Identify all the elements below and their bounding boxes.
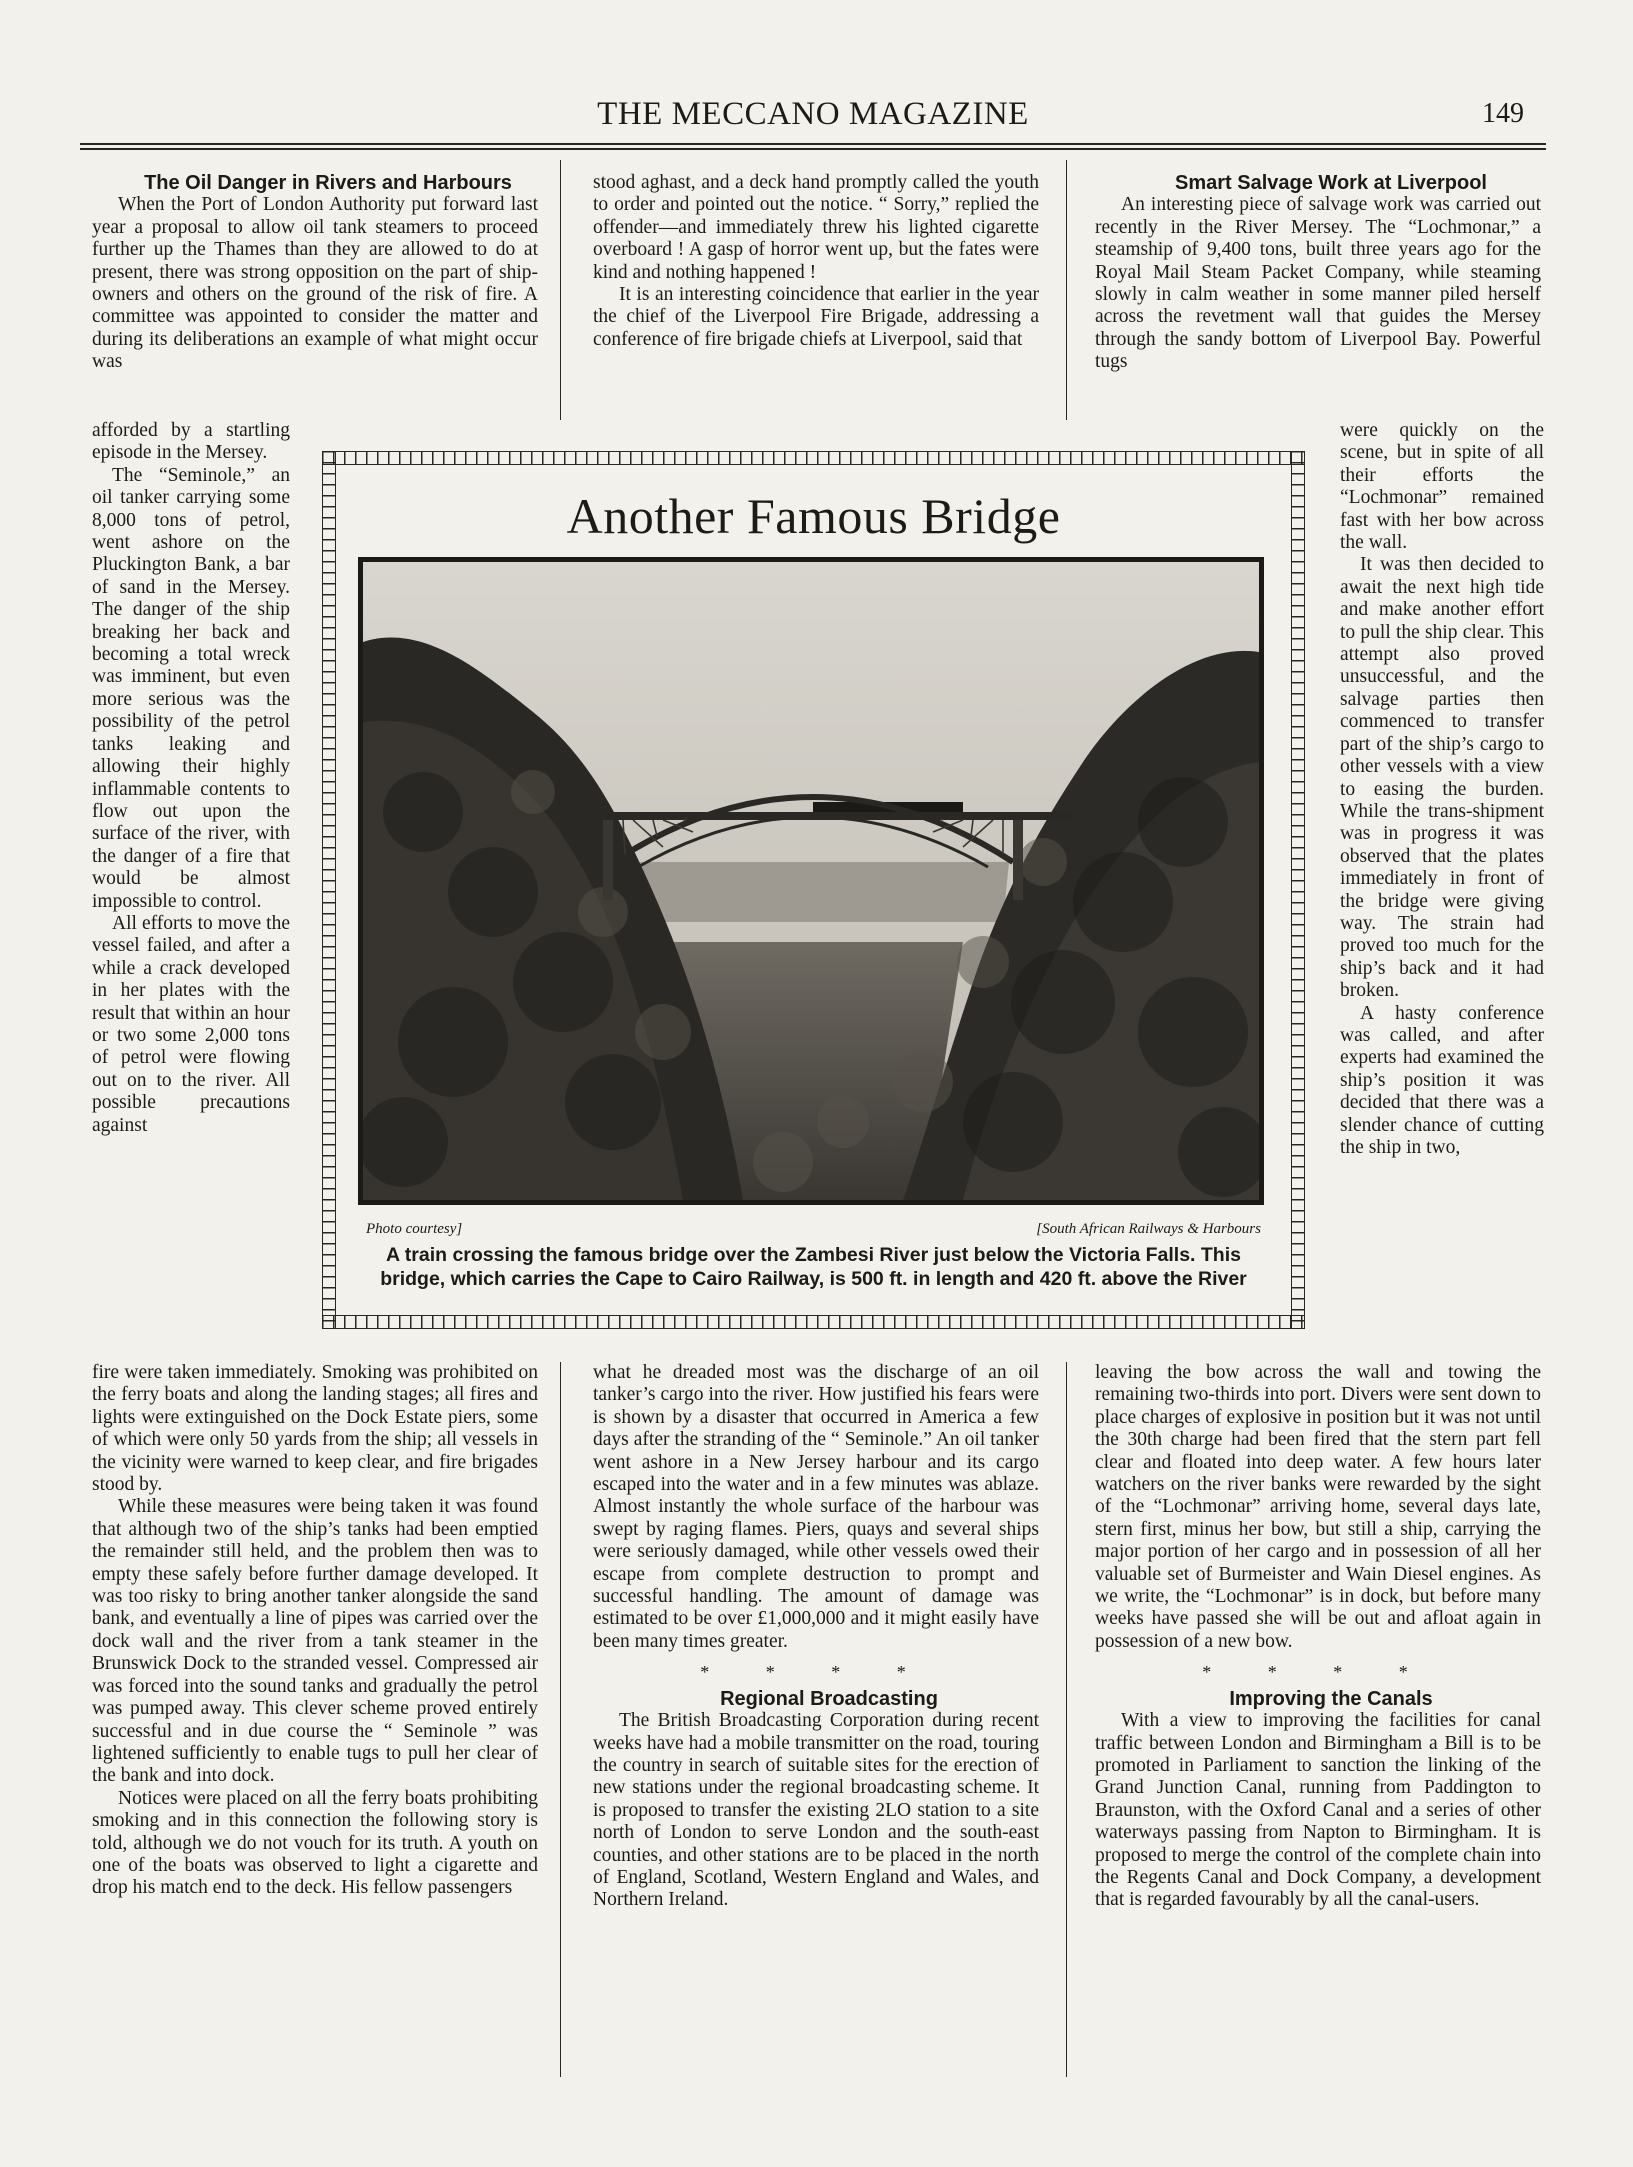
article-heading-oil-danger: The Oil Danger in Rivers and Harbours — [144, 172, 512, 194]
salvage-paragraph-3: A hasty conference was called, and after experts had examined the ship’s position it was decided that there was a slender chance of cutting the ship in two, — [1340, 1002, 1544, 1158]
oil-danger-paragraph-5: While these measures were being taken it was found that although two of the ship’s tanks had been emptied the remainder still held, and the problem then was to empty these safely before further damage developed. It was too risky to bring another tanker alongside the sand bank, and eventually a line of pipes was carried over the dock wall and the river from a tank steamer in the Brunswick Dock to the stranded vessel. Compressed air was forced into the sound tanks and gradually the petrol was pumped away. This clever scheme proved entirely successful and in due course the “ Seminole ” was lightened sufficiently to enable tugs to pull her clear of the bank and into dock. — [92, 1496, 538, 1787]
page-number: 149 — [1482, 98, 1524, 129]
photo-caption: A train crossing the famous bridge over the Zambesi River just below the Victoria Falls. This bridge, which carries the Cape to Cairo Railway, is 500 ft. in length and 420 ft. above the River — [380, 1244, 1247, 1290]
column-3-top — [1095, 172, 1541, 374]
column-divider-1-bottom — [560, 1362, 561, 2077]
photo-credit-left: Photo courtesy] — [366, 1221, 463, 1237]
column-1-narrow-flow — [92, 420, 290, 1137]
oil-danger-paragraph-8: It is an interesting coincidence that earlier in the year the chief of the Liverpool Fire Brigade, addressing a conference of fire brigade chiefs at Liverpool, said that — [593, 284, 1039, 350]
decorative-border-right — [1291, 451, 1305, 1329]
decorative-border-top — [322, 451, 1305, 465]
decorative-border-left — [322, 451, 336, 1329]
magazine-title: THE MECCANO MAGAZINE — [597, 96, 1029, 132]
masthead-rule-top — [80, 143, 1546, 145]
oil-danger-paragraph-4: fire were taken immediately. Smoking was prohibited on the ferry boats and along the landing stages; all fires and lights were extinguished on the Dock Estate piers, some of which were only 50 yards from the ship; all vessels in the vicinity were warned to keep clear, and fire brigades stood by. — [92, 1362, 538, 1496]
decorative-border-bottom — [322, 1315, 1305, 1329]
column-1-bottom — [92, 1362, 538, 1900]
masthead — [80, 96, 1546, 140]
article-heading-regional-broadcasting: Regional Broadcasting — [720, 1687, 938, 1710]
column-divider-2-top — [1066, 160, 1067, 420]
column-2-top — [593, 172, 1039, 351]
section-separator: * * * * — [1202, 1662, 1434, 1683]
bridge-photo — [358, 557, 1264, 1205]
salvage-paragraph-4: leaving the bow across the wall and towing the remaining two-thirds into port. Divers were sent down to place charges of explosive in position but it was not until the 30th charge had been fired that the stern part fell clear and floated into deep water. A few hours later watchers on the river banks were rewarded by the sight of the “Lochmonar” arriving home, several days late, stern first, minus her bow, but still a ship, carrying the major portion of her cargo and in possession of all her valuable set of Burmeister and Wain Diesel engines. As we write, the “Lochmonar” is in dock, but before many weeks have passed she will be out and afloat again in possession of a new bow. — [1095, 1362, 1541, 1652]
oil-danger-paragraph-2: The “Seminole,” an oil tanker carrying some 8,000 tons of petrol, went ashore on the Pluckington Bank, a bar of sand in the Mersey. The danger of the ship breaking her back and becoming a total wreck was imminent, but even more serious was the possibility of the petrol tanks leaking and allowing their highly inflammable contents to flow out upon the surface of the river, with the danger of a fire that would be almost impossible to control. — [92, 464, 290, 912]
feature-box-bridge — [322, 451, 1305, 1329]
oil-danger-paragraph-3: All efforts to move the vessel failed, and after a while a crack developed in her plates with the result that within an hour or two some 2,000 tons of petrol were flowing out on to the river. All possible precautions against — [92, 912, 290, 1136]
column-divider-1-top — [560, 160, 561, 420]
canals-paragraph: With a view to improving the facilities for canal traffic between London and Birmingham a Bill is to be promoted in Parliament to sanction the linking of the Grand Junction Canal, running from Paddington to Braunston, with the Oxford Canal and a series of other waterways passing from Napton to Birmingham. It is proposed to merge the control of the complete chain into the Regents Canal and Dock Company, a development that is regarded favourably by all the canal-users. — [1095, 1710, 1541, 1911]
salvage-paragraph-2: It was then decided to await the next high tide and make another effort to pull the ship clear. This attempt also proved unsuccessful, and the salvage parties then commenced to transfer part of the ship’s cargo to other vessels with a view to easing the burden. While the trans-shipment was in progress it was observed that the plates immediately in front of the bridge were giving way. The strain had proved too much for the ship’s back and it had broken. — [1340, 554, 1544, 1002]
article-heading-salvage: Smart Salvage Work at Liverpool — [1175, 172, 1487, 194]
oil-danger-paragraph-7: stood aghast, and a deck hand promptly called the youth to order and pointed out the notice. “ Sorry,” replied the offender—and immediately threw his lighted cigarette overboard ! A gasp of horror went up, but the fates were kind and nothing happened ! — [593, 172, 1039, 283]
column-3-narrow-flow — [1340, 420, 1544, 1159]
feature-title: Another Famous Bridge — [566, 488, 1061, 544]
oil-danger-paragraph-9: what he dreaded most was the discharge of an oil tanker’s cargo into the river. How justified his fears were is shown by a disaster that occurred in America a few days after the stranding of the “ Seminole.” An oil tanker went ashore in a New Jersey harbour and its cargo escaped into the water and in a few minutes was ablaze. Almost instantly the whole surface of the harbour was swept by raging flames. Piers, quays and several ships were seriously damaged, while other vessels owed their escape from complete destruction to prompt and successful handling. The amount of damage was estimated to be over £1,000,000 and it might easily have been many times greater. — [593, 1362, 1039, 1652]
salvage-paragraph-1-end: were quickly on the scene, but in spite of all their efforts the “Lochmonar” remained fast with her bow across the wall. — [1340, 420, 1544, 554]
column-divider-2-bottom — [1066, 1362, 1067, 2077]
broadcasting-paragraph: The British Broadcasting Corporation during recent weeks have had a mobile transmitter on the road, touring the country in search of suitable sites for the erection of new stations under the regional broadcasting scheme. It is proposed to transfer the existing 2LO station to a site north of London to serve London and the south-east counties, and other stations are to be placed in the north of England, Scotland, Western England and Wales, and Northern Ireland. — [593, 1710, 1039, 1911]
column-3-bottom — [1095, 1362, 1541, 1912]
column-1-top — [92, 172, 538, 374]
article-heading-canals: Improving the Canals — [1229, 1687, 1433, 1710]
oil-danger-paragraph-6: Notices were placed on all the ferry boats prohibiting smoking and in this connection the following story is told, although we do not vouch for its truth. A youth on one of the boats was observed to light a cigarette and drop his match end to the deck. His fellow passengers — [92, 1787, 538, 1899]
photo-credit-right: [South African Railways & Harbours — [1036, 1221, 1261, 1237]
masthead-rule-bottom — [80, 148, 1546, 150]
salvage-paragraph-1: An interesting piece of salvage work was carried out recently in the River Mersey. The “Lochmonar,” a steamship of 9,400 tons, built three years ago for the Royal Mail Steam Packet Company, while steaming slowly in calm weather in some manner piled herself across the revetment wall that guides the Mersey through the sandy bottom of Liverpool Bay. Powerful tugs — [1095, 194, 1541, 373]
oil-danger-paragraph-1-end: afforded by a startling episode in the Mersey. — [92, 420, 290, 464]
column-2-bottom — [593, 1362, 1039, 1912]
oil-danger-paragraph-1: When the Port of London Authority put forward last year a proposal to allow oil tank steamers to proceed further up the Thames than they are allowed to do at present, there was strong opposition on the part of ship-owners and others on the ground of the risk of fire. A committee was appointed to consider the matter and during its deliberations an example of what might occur was — [92, 194, 538, 373]
section-separator: * * * * — [700, 1662, 932, 1683]
